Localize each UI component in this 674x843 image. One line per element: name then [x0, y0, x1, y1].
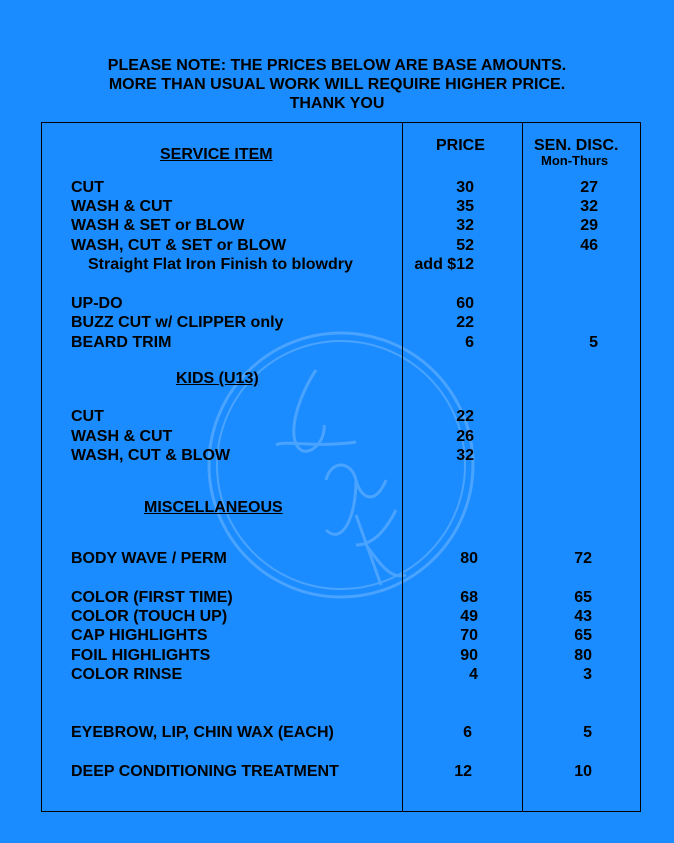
senior-value: 32 [580, 198, 598, 215]
senior-value: 10 [574, 763, 592, 780]
service-label: FOIL HIGHLIGHTS [71, 647, 211, 664]
price-value: 68 [460, 589, 478, 606]
service-label: WASH & SET or BLOW [71, 217, 245, 234]
service-label: UP-DO [71, 295, 123, 312]
price-value: 6 [463, 724, 472, 741]
column-divider-2 [522, 122, 523, 812]
price-value: 52 [456, 237, 474, 254]
service-label: EYEBROW, LIP, CHIN WAX (EACH) [71, 724, 334, 741]
price-note [0, 56, 674, 113]
price-value: 26 [456, 428, 474, 445]
service-label: WASH, CUT & SET or BLOW [71, 237, 287, 254]
price-value: 70 [460, 627, 478, 644]
price-value: 49 [460, 608, 478, 625]
column-divider-1 [402, 122, 403, 812]
senior-value: 72 [574, 550, 592, 567]
service-label: COLOR RINSE [71, 666, 183, 683]
senior-value: 29 [580, 217, 598, 234]
header-price: PRICE [436, 137, 485, 154]
note-line-2: MORE THAN USUAL WORK WILL REQUIRE HIGHER PRICE. [108, 76, 566, 93]
header-senior-discount: SEN. DISC. [534, 137, 619, 154]
price-value: 4 [469, 666, 478, 683]
price-value: 60 [456, 295, 474, 312]
service-note-label: Straight Flat Iron Finish to blowdry [88, 256, 353, 273]
price-value: 12 [454, 763, 472, 780]
price-value: 32 [456, 217, 474, 234]
service-label: WASH, CUT & BLOW [71, 447, 231, 464]
price-value: 30 [456, 179, 474, 196]
note-line-3: THANK YOU [289, 95, 385, 112]
service-label: DEEP CONDITIONING TREATMENT [71, 763, 339, 780]
section-kids: KIDS (U13) [176, 370, 259, 387]
service-label: COLOR (FIRST TIME) [71, 589, 233, 606]
senior-value: 43 [574, 608, 592, 625]
service-label: WASH & CUT [71, 198, 173, 215]
service-label: BEARD TRIM [71, 334, 172, 351]
price-value: 90 [460, 647, 478, 664]
note-line-1: PLEASE NOTE: THE PRICES BELOW ARE BASE AMOUNTS. [107, 57, 567, 74]
header-senior-days: Mon-Thurs [541, 153, 609, 168]
senior-value: 5 [589, 334, 598, 351]
price-value: 32 [456, 447, 474, 464]
senior-value: 80 [574, 647, 592, 664]
service-label: COLOR (TOUCH UP) [71, 608, 228, 625]
price-value: 22 [456, 314, 474, 331]
service-label: BODY WAVE / PERM [71, 550, 227, 567]
senior-value: 65 [574, 589, 592, 606]
service-label: CUT [71, 408, 104, 425]
service-label: BUZZ CUT w/ CLIPPER only [71, 314, 284, 331]
senior-value: 27 [580, 179, 598, 196]
senior-value: 5 [583, 724, 592, 741]
section-miscellaneous: MISCELLANEOUS [144, 499, 283, 516]
senior-value: 46 [580, 237, 598, 254]
senior-value: 3 [583, 666, 592, 683]
header-service-item: SERVICE ITEM [160, 146, 273, 163]
price-value: add $12 [414, 256, 474, 273]
price-value: 80 [460, 550, 478, 567]
price-value: 22 [456, 408, 474, 425]
service-label: CAP HIGHLIGHTS [71, 627, 208, 644]
senior-value: 65 [574, 627, 592, 644]
price-value: 6 [465, 334, 474, 351]
service-label: WASH & CUT [71, 428, 173, 445]
price-value: 35 [456, 198, 474, 215]
service-label: CUT [71, 179, 104, 196]
